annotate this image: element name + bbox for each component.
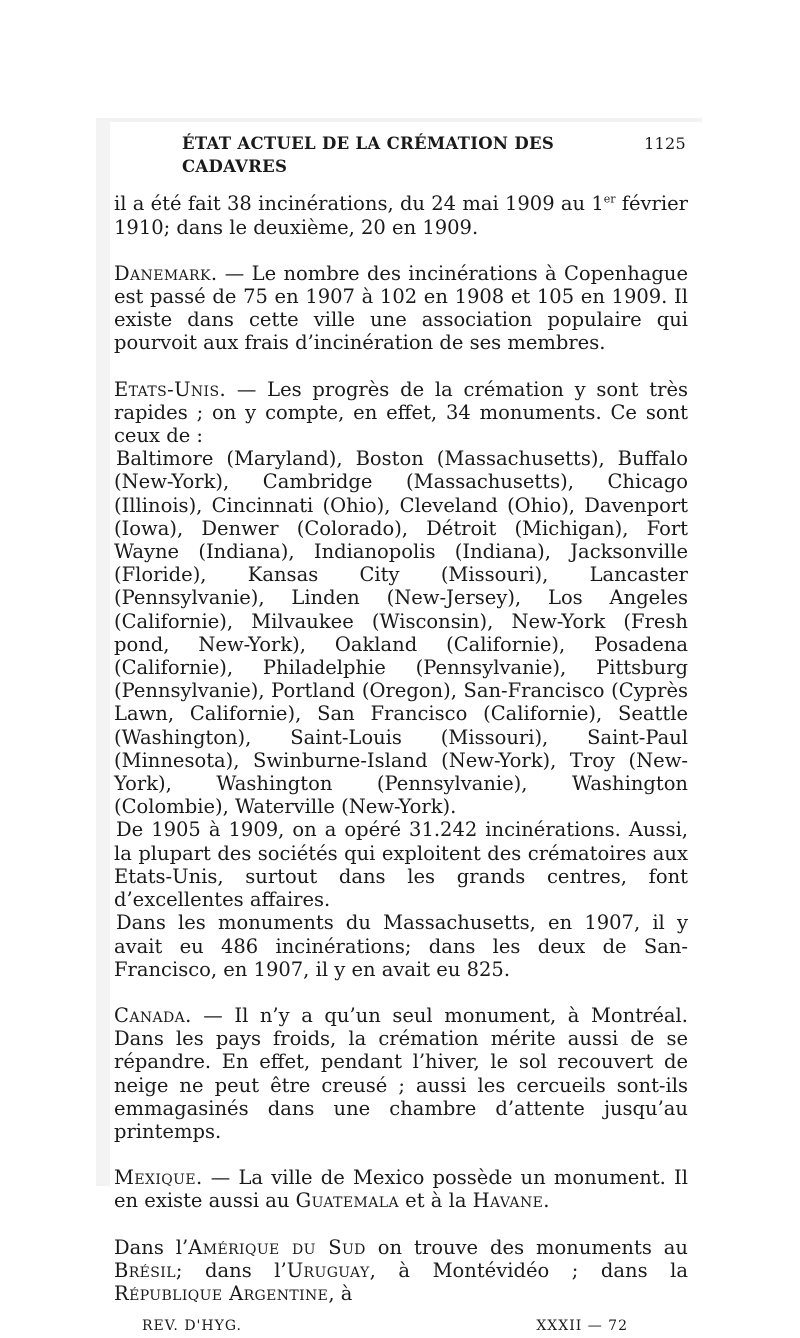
mexique-text-3: . — [543, 1189, 550, 1213]
sud-text-1: Dans l’ — [114, 1235, 189, 1259]
heading-canada: Canada. — [114, 1003, 192, 1027]
danemark-text: — Le nombre des incinérations à Copenhague est passé de 75 en 1907 à 102 en 1908 et 105 en 1909. Il existe dans cette ville une association populaire qui pourvoit aux frais d’incinération de ses membres. — [114, 261, 688, 355]
page-footer — [114, 1315, 688, 1338]
paragraph-intro — [114, 192, 688, 238]
heading-mexique: Mexique. — [114, 1166, 203, 1190]
paragraph-city-list: Baltimore (Maryland), Boston (Massachusetts), Buffalo (New-York), Cambridge (Massachusetts), Chicago (Illinois), Cincinnati (Ohio), Cleveland (Ohio), Davenport (Iowa), Denwer (Colorado), Détroit (Michigan), Fort Wayne (Indiana), Indianopolis (Indiana), Jacksonville (Floride), Kansas City (Missouri), Lancaster (Pennsylvanie), Linden (New-Jersey), Los Angeles (Californie), Milvaukee (Wisconsin), New-York (Fresh pond, New-York), Oakland (Californie), Posadena (Californie), Philadelphie (Pennsylvanie), Pittsburg (Pennsylvanie), Portland (Oregon), San-Francisco (Cyprès Lawn, Californie), San Francisco (Californie), Seattle (Washington), Saint-Louis (Missouri), Saint-Paul (Minnesota), Swinburne-Island (New-York), Troy (New-York), Washington (Pennsylvanie), Washington (Colombie), Waterville (New-York). — [114, 447, 688, 819]
scan-margin-left — [96, 118, 110, 1186]
sud-text-2: on trouve des monuments au — [365, 1235, 688, 1259]
running-header — [114, 132, 688, 178]
etats-unis-text: — Les progrès de la crémation y sont très rapides ; on y compte, en effet, 34 monuments. Ce sont ceux de : — [114, 377, 688, 448]
footer-signature: XXXII — 72 — [536, 1318, 628, 1335]
place-guatemala: Guatemala — [295, 1189, 399, 1213]
page-number: 1125 — [644, 134, 686, 153]
paragraph-stats-1: De 1905 à 1909, on a opéré 31.242 incinérations. Aussi, la plupart des sociétés qui exploitent des crématoires aux Etats-Unis, surtout dans les grands centres, font d’excellentes affaires. — [114, 818, 688, 912]
paragraph-amerique-sud — [114, 1236, 688, 1306]
sud-text-4: , à Montévidéo ; dans la — [369, 1258, 688, 1282]
place-havane: Havane — [472, 1189, 544, 1213]
ordinal-superscript: er — [603, 192, 616, 206]
scan-margin-top — [96, 118, 702, 122]
paragraph-mexique — [114, 1166, 688, 1212]
intro-text-1: il a été fait 38 incinérations, du 24 mai 1909 au 1 — [114, 192, 604, 216]
running-title: ÉTAT ACTUEL DE LA CRÉMATION DES CADAVRES — [182, 134, 555, 177]
place-amerique-du-sud: Amérique du Sud — [188, 1235, 366, 1259]
mexique-text-1: — La ville de Mexico possède un monument. Il en existe aussi au — [114, 1166, 688, 1213]
paragraph-canada — [114, 1004, 688, 1143]
sud-text-5: , à — [328, 1281, 353, 1305]
paragraph-danemark — [114, 262, 688, 355]
place-bresil: Brésil — [114, 1258, 176, 1282]
place-uruguay: Uruguay — [286, 1258, 370, 1282]
footer-journal: REV. D'HYG. — [142, 1318, 242, 1335]
sud-text-3: ; dans l’ — [175, 1258, 287, 1282]
paragraph-etats-unis — [114, 378, 688, 448]
intro-text-2: février 1910; dans le deuxième, 20 en 1909. — [114, 192, 688, 239]
place-argentine: République Argentine — [114, 1281, 329, 1305]
heading-danemark: Danemark. — [114, 261, 218, 285]
page-body — [114, 132, 688, 1338]
paragraph-stats-2: Dans les monuments du Massachusetts, en 1907, il y avait eu 486 incinérations; dans les deux de San-Francisco, en 1907, il y en avait eu 825. — [114, 911, 688, 981]
canada-text: — Il n’y a qu’un seul monument, à Montréal. Dans les pays froids, la crémation mérite aussi de se répandre. En effet, pendant l’hiver, le sol recouvert de neige ne peut être creusé ; aussi les cercueils sont-ils emmagasinés dans une chambre d’attente jusqu’au printemps. — [114, 1003, 688, 1143]
heading-etats-unis: Etats-Unis. — [114, 377, 227, 401]
mexique-text-2: et à la — [398, 1189, 473, 1213]
